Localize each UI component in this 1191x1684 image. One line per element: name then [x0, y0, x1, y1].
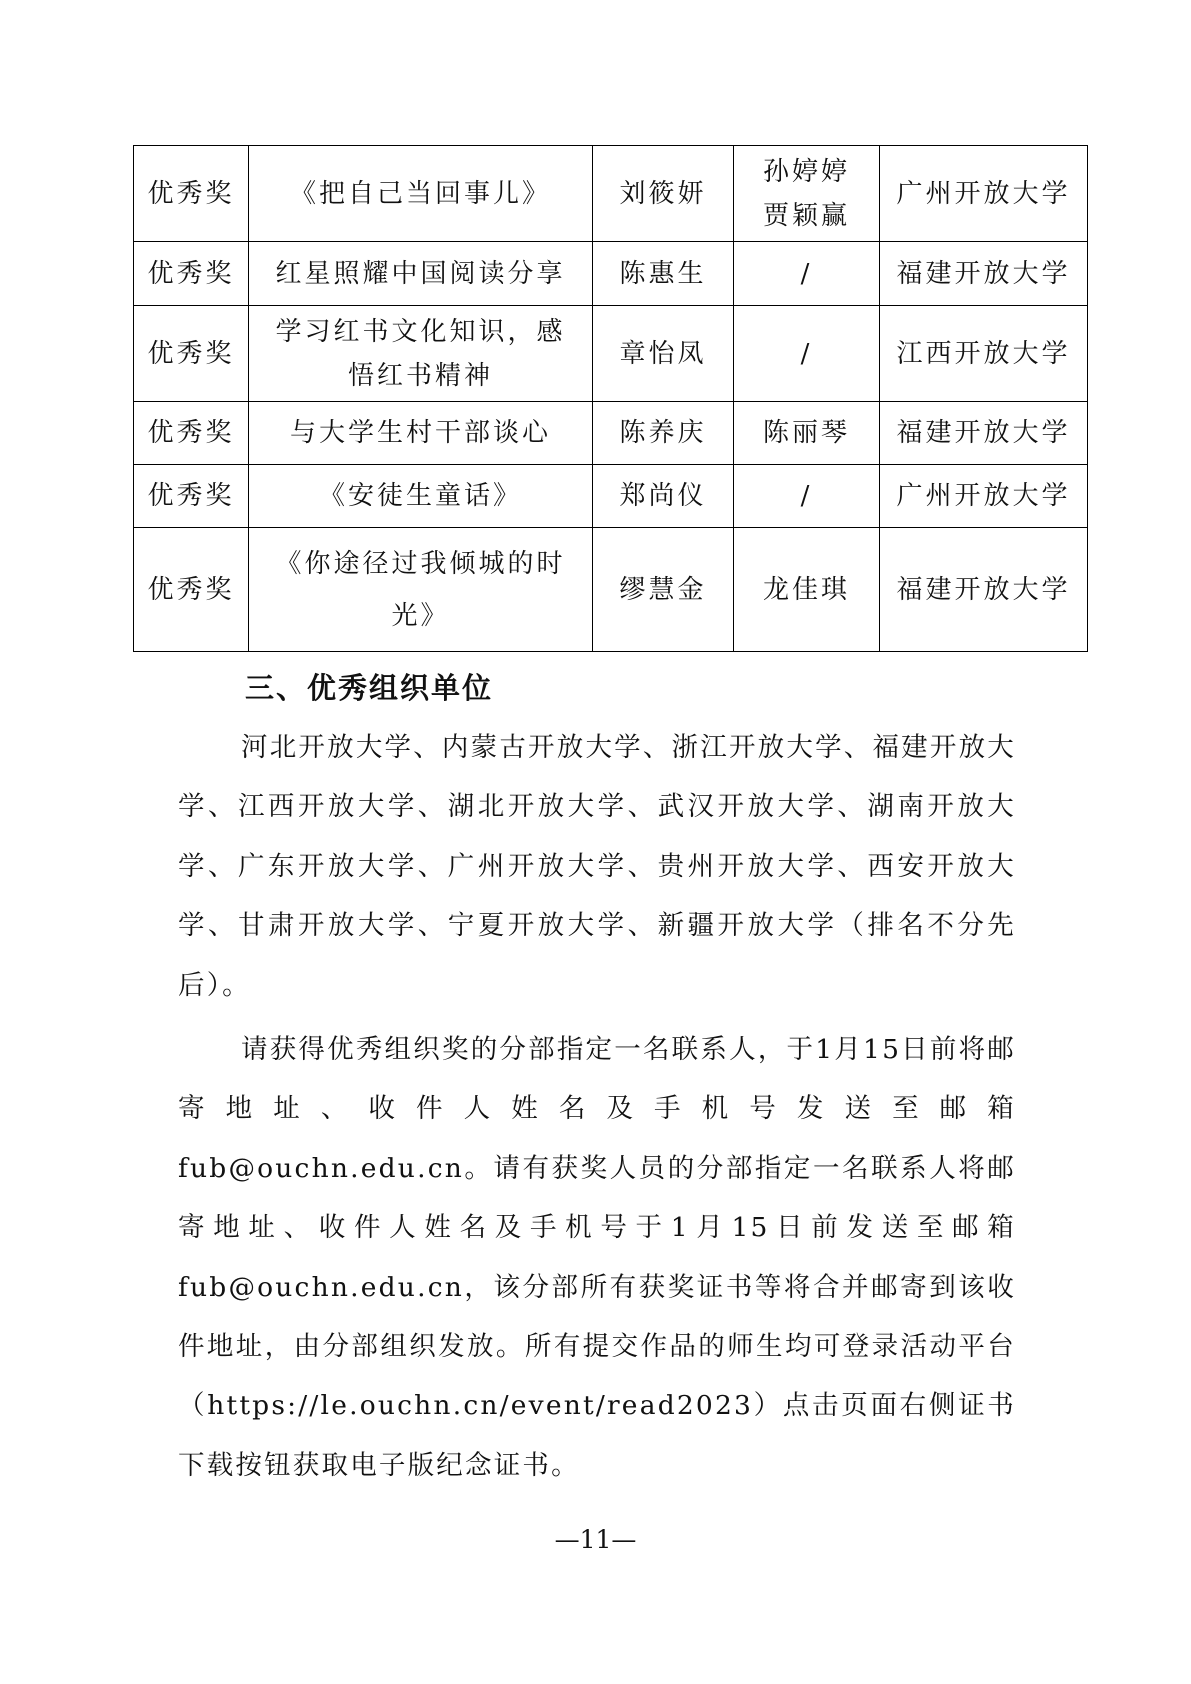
work-title-cell: 《把自己当回事儿》: [249, 146, 593, 242]
institution-cell: 广州开放大学: [880, 465, 1088, 528]
author-cell: 陈惠生: [593, 242, 734, 306]
award-table: [133, 145, 1088, 652]
work-title-cell: 学习红书文化知识，感悟红书精神: [249, 306, 593, 402]
institution-cell: 福建开放大学: [880, 242, 1088, 306]
work-title-cell: 《你途径过我倾城的时光》: [249, 528, 593, 652]
award-cell: 优秀奖: [134, 465, 249, 528]
institution-cell: 江西开放大学: [880, 306, 1088, 402]
work-title-cell: 与大学生村干部谈心: [249, 402, 593, 465]
award-cell: 优秀奖: [134, 306, 249, 402]
advisor-cell: 孙婷婷贾颖赢: [734, 146, 880, 242]
table-row: [134, 402, 1088, 465]
table-row: [134, 242, 1088, 306]
table-row: [134, 465, 1088, 528]
author-cell: 陈养庆: [593, 402, 734, 465]
advisor-cell: 陈丽琴: [734, 402, 880, 465]
author-cell: 郑尚仪: [593, 465, 734, 528]
advisor-cell: /: [734, 465, 880, 528]
advisor-cell: /: [734, 306, 880, 402]
table-row: [134, 146, 1088, 242]
page-number: —11—: [554, 1525, 637, 1554]
author-cell: 章怡凤: [593, 306, 734, 402]
award-cell: 优秀奖: [134, 402, 249, 465]
award-cell: 优秀奖: [134, 242, 249, 306]
author-cell: 缪慧金: [593, 528, 734, 652]
author-cell: 刘筱妍: [593, 146, 734, 242]
advisor-cell: 龙佳琪: [734, 528, 880, 652]
advisor-cell: /: [734, 242, 880, 306]
table-row: [134, 306, 1088, 402]
award-cell: 优秀奖: [134, 146, 249, 242]
institution-cell: 福建开放大学: [880, 528, 1088, 652]
institution-cell: 福建开放大学: [880, 402, 1088, 465]
work-title-cell: 红星照耀中国阅读分享: [249, 242, 593, 306]
award-cell: 优秀奖: [134, 528, 249, 652]
work-title-cell: 《安徒生童话》: [249, 465, 593, 528]
contact-instructions-paragraph: 请获得优秀组织奖的分部指定一名联系人，于1月15日前将邮寄地址、收件人姓名及手机号发送至邮箱 fub@ouchn.edu.cn。请有获奖人员的分部指定一名联系人将邮寄地址、收件人姓名及手机号于1月15日前发送至邮箱 fub@ouchn.edu.cn，该分部所有获奖证书等将合并邮寄到该收件地址，由分部组织发放。所有提交作品的师生均可登录活动平台（https://le.ouchn.cn/event/read2023）点击页面右侧证书下载按钮获取电子版纪念证书。: [178, 1034, 1016, 1481]
section-heading: 三、优秀组织单位: [245, 671, 494, 705]
table-row: [134, 528, 1088, 652]
organizations-paragraph: 河北开放大学、内蒙古开放大学、浙江开放大学、福建开放大学、江西开放大学、湖北开放大学、武汉开放大学、湖南开放大学、广东开放大学、广州开放大学、贵州开放大学、西安开放大学、甘肃开放大学、宁夏开放大学、新疆开放大学（排名不分先后）。: [178, 732, 1016, 1001]
institution-cell: 广州开放大学: [880, 146, 1088, 242]
